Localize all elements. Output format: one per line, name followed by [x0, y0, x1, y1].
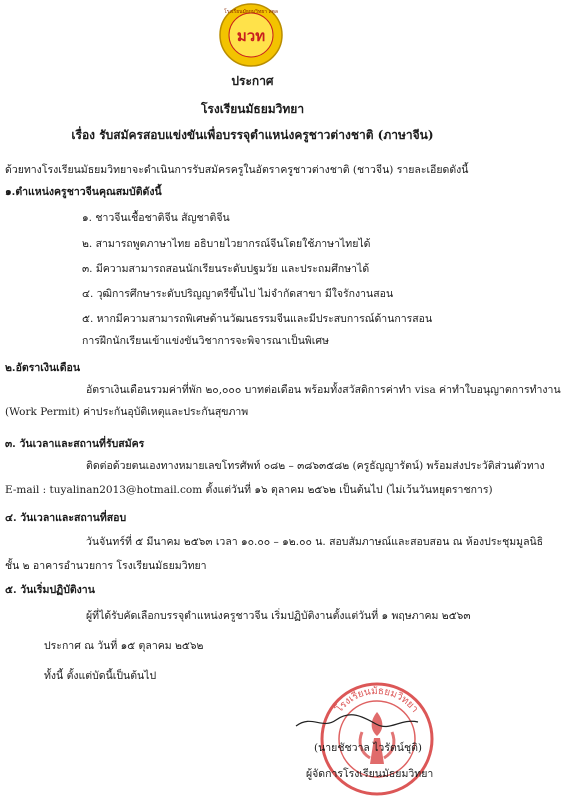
- announcement-date: ประกาศ ณ วันที่ ๑๕ ตุลาคม ๒๕๖๒: [44, 640, 204, 652]
- logo-ring-text: โรงเรียนมัธยมวิทยา สตูล: [224, 9, 278, 15]
- section-5-heading: ๕. วันเริ่มปฏิบัติงาน: [5, 584, 95, 596]
- subject-title: เรื่อง รับสมัครสอบแข่งขันเพื่อบรรจุตำแหน่งครูชาวต่างชาติ (ภาษาจีน): [71, 128, 434, 142]
- section-1-heading: ๑.ตำแหน่งครูชาวจีนคุณสมบัติดังนี้: [5, 186, 162, 198]
- start-date-text: ผู้ที่ได้รับคัดเลือกบรรจุตำแหน่งครูชาวจีน เริ่มปฏิบัติงานตั้งแต่วันที่ ๑ พฤษภาคม ๒๕๖๓: [86, 610, 471, 622]
- logo-text: มวท: [236, 27, 266, 45]
- effective-note: ทั้งนี้ ตั้งแต่บัดนี้เป็นต้นไป: [44, 670, 157, 682]
- stamp-text: โรงเรียนมัธยมวิทยา: [333, 685, 421, 715]
- section-4-heading: ๔. วันเวลาและสถานที่สอบ: [5, 512, 127, 524]
- section-2-heading: ๒.อัตราเงินเดือน: [5, 362, 81, 374]
- signatory-position: ผู้จัดการโรงเรียนมัธยมวิทยา: [306, 768, 434, 780]
- school-logo-icon: [218, 2, 284, 68]
- application-email-text: E-mail : tuyalinan2013@hotmail.com ตั้งแต่วันที่ ๑๖ ตุลาคม ๒๕๖๒ เป็นต้นไป (ไม่เว้นวันหยุดราชการ): [5, 484, 493, 496]
- qualification-item: ๑. ชาวจีนเชื้อชาติจีน สัญชาติจีน: [82, 212, 230, 224]
- announcement-label: ประกาศ: [231, 74, 274, 88]
- salary-text: อัตราเงินเดือนรวมค่าที่พัก ๒๐,๐๐๐ บาทต่อเดือน พร้อมทั้งสวัสดิการค่าทำ visa ค่าทำใบอนุญาตการทำงาน: [86, 384, 561, 396]
- qualification-item: การฝึกนักเรียนเข้าแข่งขันวิชาการจะพิจารณาเป็นพิเศษ: [82, 335, 329, 347]
- qualification-item: ๕. หากมีความสามารถพิเศษด้านวัฒนธรรมจีนและมีประสบการณ์ด้านการสอน: [82, 313, 433, 325]
- application-contact-text: ติดต่อด้วยตนเองทางหมายเลขโทรศัพท์ ๐๘๒ – ๓๘๖๓๕๘๒ (ครูธัญญารัตน์) พร้อมส่งประวัติส่วนตัวทาง: [86, 460, 545, 472]
- exam-location-text: ชั้น ๒ อาคารอำนวยการ โรงเรียนมัธยมวิทยา: [5, 560, 207, 572]
- qualification-item: ๒. สามารถพูดภาษาไทย อธิบายไวยากรณ์จีนโดยใช้ภาษาไทยได้: [82, 238, 371, 250]
- signatory-name: (นายชัชวาล ไวรัตน์ชุติ): [314, 742, 422, 754]
- school-name-title: โรงเรียนมัธยมวิทยา: [200, 102, 305, 116]
- section-3-heading: ๓. วันเวลาและสถานที่รับสมัคร: [5, 438, 145, 450]
- salary-text-continued: (Work Permit) ค่าประกันอุบัติเหตุและประกันสุขภาพ: [5, 406, 249, 418]
- qualification-item: ๔. วุฒิการศึกษาระดับปริญญาตรีขึ้นไป ไม่จำกัดสาขา มีใจรักงานสอน: [82, 288, 394, 300]
- exam-date-text: วันจันทร์ที่ ๕ มีนาคม ๒๕๖๓ เวลา ๑๐.๐๐ – ๑๒.๐๐ น. สอบสัมภาษณ์และสอบสอน ณ ห้องประชุมมูลนิธิ: [86, 536, 544, 548]
- qualification-item: ๓. มีความสามารถสอนนักเรียนระดับปฐมวัย และประถมศึกษาได้: [82, 263, 370, 275]
- intro-text: ด้วยทางโรงเรียนมัธยมวิทยาจะดำเนินการรับสมัครครูในอัตราครูชาวต่างชาติ (ชาวจีน) รายละเอียดดังนี้: [5, 164, 469, 176]
- signature-mark: [292, 712, 422, 732]
